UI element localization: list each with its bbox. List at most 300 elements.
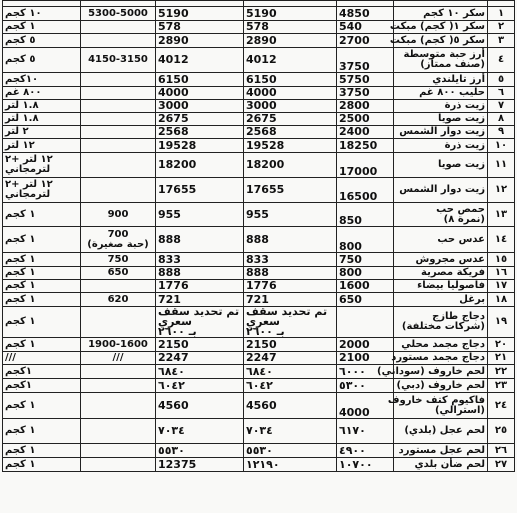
item-name-cell-line2: (نمرة ٨) <box>443 213 485 225</box>
unit-cell <box>3 352 81 365</box>
range-cell-text: 750 <box>107 253 129 265</box>
price-cell-1-text: 5750 <box>339 72 370 86</box>
price-cell-3 <box>156 48 244 73</box>
price-cell-2 <box>244 126 337 139</box>
unit-cell-line2: لترمجاني <box>5 164 51 175</box>
price-cell-2 <box>244 139 337 153</box>
unit-cell <box>3 21 81 34</box>
range-cell <box>81 153 156 178</box>
item-name-cell-text: دجاج طازج <box>432 311 485 322</box>
price-cell-1 <box>337 393 394 419</box>
range-cell <box>81 203 156 227</box>
range-cell <box>81 34 156 48</box>
price-cell-1-text: 2000 <box>339 337 370 351</box>
price-cell-1-text: ١٠٧٠٠ <box>339 457 373 471</box>
item-name-cell <box>394 267 488 280</box>
price-cell-2-text: 888 <box>246 266 269 279</box>
unit-cell-text: ٨٠٠ غم <box>5 87 42 98</box>
price-cell-2-text: 17655 <box>246 183 285 196</box>
price-cell-2-text: 2890 <box>246 33 277 47</box>
table-row <box>3 352 515 365</box>
table-row <box>3 203 515 227</box>
table-row <box>3 253 515 267</box>
price-cell-2 <box>244 280 337 293</box>
price-cell-3-text: 721 <box>158 292 181 306</box>
price-cell-2-text: تم تحديد سقف سعري <box>246 305 328 328</box>
price-cell-2-text: 833 <box>246 252 269 266</box>
item-name-cell-text: فاصوليا بيضاء <box>417 280 485 291</box>
unit-cell <box>3 153 81 178</box>
price-cell-1-text: 540 <box>339 20 362 33</box>
unit-cell-text: ١ كجم <box>5 233 36 245</box>
price-cell-3-text: ٦٠٤٢ <box>158 378 185 392</box>
price-cell-1 <box>337 379 394 393</box>
price-cell-1 <box>337 280 394 293</box>
price-cell-2 <box>244 458 337 472</box>
table-row <box>3 393 515 419</box>
price-cell-2 <box>244 227 337 253</box>
price-cell-1 <box>337 293 394 307</box>
table-row <box>3 73 515 87</box>
row-number-cell <box>488 203 515 227</box>
price-cell-1 <box>337 307 394 338</box>
row-number-cell <box>488 253 515 267</box>
unit-cell <box>3 34 81 48</box>
table-row <box>3 139 515 153</box>
price-cell-1-text: 2500 <box>339 112 370 125</box>
item-name-cell <box>394 227 488 253</box>
table-row <box>3 48 515 73</box>
range-cell-text: /// <box>112 352 124 363</box>
unit-cell-line2: لترمجاني <box>5 189 51 200</box>
range-cell <box>81 7 156 21</box>
item-name-cell <box>394 419 488 444</box>
price-cell-2 <box>244 73 337 87</box>
range-cell-line2: (حبة صغيرة) <box>87 238 149 250</box>
range-cell <box>81 379 156 393</box>
item-name-cell-text: دجاج مجمد مستورد <box>391 352 485 363</box>
item-name-cell <box>394 178 488 203</box>
unit-cell-text: ١ كجم <box>5 338 36 350</box>
row-number-cell <box>488 34 515 48</box>
price-cell-3 <box>156 253 244 267</box>
row-number-cell-text: ١١ <box>494 159 508 170</box>
item-name-cell-text: زيت ذرة <box>444 100 485 111</box>
unit-cell <box>3 126 81 139</box>
price-cell-1-text: 4000 <box>339 406 370 419</box>
row-number-cell <box>488 267 515 280</box>
price-cell-2-text: ٦٨٤٠ <box>246 364 273 378</box>
price-cell-2 <box>244 7 337 21</box>
price-cell-3 <box>156 34 244 48</box>
row-number-cell <box>488 100 515 113</box>
table-row <box>3 7 515 21</box>
unit-cell <box>3 48 81 73</box>
price-cell-3-text: 888 <box>158 232 181 246</box>
price-cell-3-text: تم تحديد سقف سعري <box>158 305 240 328</box>
range-cell-text: 1900-1600 <box>88 338 148 350</box>
unit-cell <box>3 267 81 280</box>
item-name-cell-text: زيت صويا <box>437 159 485 170</box>
price-cell-2-text: 6150 <box>246 72 277 86</box>
price-cell-2 <box>244 307 337 338</box>
range-cell <box>81 393 156 419</box>
price-cell-2-text: 2247 <box>246 351 277 364</box>
range-cell <box>81 444 156 458</box>
unit-cell-text: ١٢ لتر +٢ <box>5 179 53 190</box>
range-cell <box>81 352 156 365</box>
item-name-cell <box>394 126 488 139</box>
table-row <box>3 21 515 34</box>
item-name-cell-text: عدس مجروش <box>415 253 485 265</box>
item-name-cell <box>394 139 488 153</box>
price-cell-2 <box>244 267 337 280</box>
price-cell-3-text: 6150 <box>158 72 189 86</box>
price-cell-2-text: 4560 <box>246 398 277 412</box>
row-number-cell <box>488 227 515 253</box>
price-cell-3-text: 5190 <box>158 6 189 20</box>
unit-cell-text: ١ كجم <box>5 208 36 220</box>
row-number-cell <box>488 87 515 100</box>
price-cell-2 <box>244 153 337 178</box>
price-cell-2-text: 3000 <box>246 99 277 112</box>
price-cell-1-text: 2800 <box>339 99 370 112</box>
item-name-cell-text: زيت ذرة <box>444 139 485 151</box>
row-number-cell-text: ٥ <box>497 73 505 85</box>
item-name-cell-text: لحم خاروف (سوداني) <box>377 365 485 377</box>
price-cell-2 <box>244 34 337 48</box>
unit-cell-text: ١ كجم <box>5 444 36 456</box>
item-name-cell-text: لحم عجل مستورد <box>398 444 485 456</box>
row-number-cell <box>488 379 515 393</box>
price-cell-3 <box>156 227 244 253</box>
row-number-cell <box>488 113 515 126</box>
price-cell-3-text: 2150 <box>158 337 189 351</box>
item-name-cell-text: حليب ٨٠٠ غم <box>419 87 485 98</box>
price-cell-2 <box>244 444 337 458</box>
price-cell-1 <box>337 178 394 203</box>
unit-cell-text: ١ كجم <box>5 425 36 436</box>
unit-cell-text: ١ كجم <box>5 267 36 278</box>
row-number-cell-text: ١٥ <box>494 253 508 265</box>
price-cell-3 <box>156 203 244 227</box>
row-number-cell <box>488 352 515 365</box>
price-cell-1 <box>337 73 394 87</box>
table-row <box>3 365 515 379</box>
price-cell-3 <box>156 393 244 419</box>
row-number-cell-text: ١٩ <box>494 316 508 327</box>
price-cell-1-text: 3750 <box>339 86 370 99</box>
price-cell-2 <box>244 178 337 203</box>
row-number-cell-text: ٢٠ <box>494 338 508 350</box>
price-cell-3-text: 833 <box>158 252 181 266</box>
unit-cell-text: ١ كجم <box>5 253 36 265</box>
item-name-cell-text: أرز حبة متوسطة <box>403 49 485 60</box>
price-cell-3 <box>156 379 244 393</box>
price-cell-2 <box>244 365 337 379</box>
item-name-cell <box>387 393 488 419</box>
row-number-cell-text: ١٠ <box>494 139 508 151</box>
price-cell-2 <box>244 393 337 419</box>
item-name-cell <box>389 34 488 48</box>
price-cell-3-text: 578 <box>158 20 181 33</box>
price-cell-3-text: ٦٨٤٠ <box>158 364 185 378</box>
price-cell-1-text: 650 <box>339 292 362 306</box>
table-row <box>3 153 515 178</box>
row-number-cell <box>488 139 515 153</box>
price-cell-1 <box>337 7 394 21</box>
price-cell-2-text: 4000 <box>246 86 277 99</box>
price-cell-3-text: 19528 <box>158 138 197 152</box>
price-cell-3 <box>156 352 244 365</box>
price-cell-2 <box>244 379 337 393</box>
price-cell-1 <box>337 267 394 280</box>
unit-cell <box>3 87 81 100</box>
item-name-cell-text: لحم خاروف (دبي) <box>396 379 485 391</box>
range-cell <box>81 178 156 203</box>
price-cell-1 <box>337 126 394 139</box>
range-cell <box>81 126 156 139</box>
item-name-cell <box>394 100 488 113</box>
price-cell-2-text: 19528 <box>246 138 285 152</box>
unit-cell-text: ١كجم <box>5 365 32 377</box>
price-cell-1-text: 4850 <box>339 6 370 20</box>
row-number-cell-text: ٦ <box>497 87 505 98</box>
unit-cell <box>3 100 81 113</box>
table-row <box>3 267 515 280</box>
price-cell-1 <box>337 444 394 458</box>
price-cell-3-text: 2675 <box>158 112 189 125</box>
range-cell-text: 5300-5000 <box>88 7 148 19</box>
unit-cell <box>3 365 81 379</box>
item-name-cell-text: أرز تايلندي <box>432 73 485 85</box>
price-cell-3-text: 3000 <box>158 99 189 112</box>
unit-cell <box>3 113 81 126</box>
row-number-cell-text: ٤ <box>497 54 505 65</box>
row-number-cell <box>488 293 515 307</box>
item-name-cell <box>394 307 488 338</box>
price-cell-1 <box>337 139 394 153</box>
row-number-cell <box>488 307 515 338</box>
price-cell-2-text: 2568 <box>246 125 277 138</box>
unit-cell <box>3 203 81 227</box>
price-cell-3-text: 17655 <box>158 183 197 196</box>
price-cell-1-text: 750 <box>339 252 362 266</box>
price-cell-3 <box>156 178 244 203</box>
unit-cell <box>3 293 81 307</box>
price-cell-2-text: 1776 <box>246 279 277 292</box>
price-cell-1 <box>337 253 394 267</box>
table-row <box>3 87 515 100</box>
row-number-cell-text: ٣ <box>497 34 505 46</box>
price-cell-2-text: 721 <box>246 292 269 306</box>
item-name-cell-line2: (استرالي) <box>434 404 485 416</box>
price-cell-2 <box>244 419 337 444</box>
unit-cell-text: ٥ كجم <box>5 34 36 46</box>
unit-cell <box>3 393 81 419</box>
row-number-cell <box>488 280 515 293</box>
price-cell-1-text: 2700 <box>339 33 370 47</box>
price-cell-1-text: 800 <box>339 240 362 253</box>
row-number-cell <box>488 153 515 178</box>
unit-cell <box>3 338 81 352</box>
range-cell <box>81 87 156 100</box>
item-name-cell <box>394 113 488 126</box>
price-cell-1-text: ٥٣٠٠ <box>339 378 366 392</box>
row-number-cell-text: ٢٢ <box>494 365 508 377</box>
price-cell-1 <box>337 153 394 178</box>
price-cell-2-text: ٥٥٣٠ <box>246 443 273 457</box>
unit-cell-text: ١٢ لتر <box>5 139 35 151</box>
row-number-cell-text: ٢٤ <box>494 399 508 411</box>
row-number-cell <box>488 444 515 458</box>
range-cell <box>81 253 156 267</box>
price-cell-3-text: ٥٥٣٠ <box>158 443 185 457</box>
table-row <box>3 338 515 352</box>
item-name-cell-line2: (صنف ممتاز) <box>420 59 485 70</box>
price-cell-3 <box>156 153 244 178</box>
item-name-cell <box>394 153 488 178</box>
item-name-cell <box>377 365 488 379</box>
price-cell-1 <box>337 203 394 227</box>
price-cell-2 <box>244 253 337 267</box>
price-cell-3 <box>156 444 244 458</box>
row-number-cell <box>488 73 515 87</box>
table-row <box>3 444 515 458</box>
row-number-cell-text: ٢١ <box>494 352 508 363</box>
price-cell-1 <box>337 352 394 365</box>
unit-cell-text: ١٢ لتر +٢ <box>5 154 53 165</box>
price-cell-1-text: ٦١٧٠ <box>339 424 366 437</box>
unit-cell <box>3 227 81 253</box>
range-cell <box>81 338 156 352</box>
price-cell-3-text: 1776 <box>158 279 189 292</box>
table-row <box>3 379 515 393</box>
item-name-cell-text: حمص حب <box>436 203 485 215</box>
range-cell <box>81 307 156 338</box>
item-name-cell <box>394 48 488 73</box>
row-number-cell-text: ١ <box>497 7 505 19</box>
item-name-cell-text: زيت صويا <box>437 113 485 124</box>
price-cell-1-text: 16500 <box>339 190 378 203</box>
range-cell-text: 4150-3150 <box>88 54 148 65</box>
price-cell-1-text: 1600 <box>339 279 370 292</box>
price-cell-2-text: 5190 <box>246 6 277 20</box>
item-name-cell-text: زيت دوار الشمس <box>399 126 485 137</box>
range-cell <box>81 227 156 253</box>
table-row <box>3 280 515 293</box>
price-cell-3 <box>156 365 244 379</box>
table-row <box>3 419 515 444</box>
price-cell-2-text: 888 <box>246 232 269 246</box>
price-cell-2 <box>244 48 337 73</box>
range-cell <box>81 458 156 472</box>
item-name-cell <box>394 7 488 21</box>
price-cell-1-text: 2100 <box>339 351 370 364</box>
price-cell-1-text: 17000 <box>339 165 378 178</box>
price-cell-2-text: 2675 <box>246 112 277 125</box>
item-name-cell-text: عدس حب <box>437 233 485 245</box>
range-cell <box>81 100 156 113</box>
range-cell <box>81 267 156 280</box>
item-name-cell <box>394 73 488 87</box>
unit-cell <box>3 307 81 338</box>
unit-cell <box>3 458 81 472</box>
price-cell-3-text: 12375 <box>158 457 197 471</box>
item-name-cell <box>394 280 488 293</box>
price-cell-3 <box>156 307 244 338</box>
price-cell-3-text: 4012 <box>158 53 189 66</box>
unit-cell <box>3 73 81 87</box>
table-row <box>3 227 515 253</box>
item-name-cell <box>394 253 488 267</box>
price-cell-1-text: 2400 <box>339 125 370 138</box>
range-cell <box>81 48 156 73</box>
range-cell <box>81 280 156 293</box>
item-name-cell-text: لحم ضأن بلدي <box>414 458 485 470</box>
price-cell-1-text: ٤٩٠٠ <box>339 443 366 457</box>
range-cell <box>81 365 156 379</box>
row-number-cell <box>488 338 515 352</box>
row-number-cell <box>488 419 515 444</box>
row-number-cell <box>488 7 515 21</box>
unit-cell-text: ١كجم <box>5 379 32 391</box>
range-cell-text: 620 <box>107 293 129 305</box>
price-cell-3 <box>156 419 244 444</box>
price-cell-3-text: 4000 <box>158 86 189 99</box>
row-number-cell-text: ٢٧ <box>494 458 508 470</box>
row-number-cell-text: ٢٣ <box>494 379 508 391</box>
item-name-cell <box>394 87 488 100</box>
unit-cell <box>3 444 81 458</box>
item-name-cell-text: دجاج مجمد محلي <box>401 338 485 350</box>
price-cell-1 <box>337 419 394 444</box>
item-name-cell <box>394 458 488 472</box>
range-cell <box>81 293 156 307</box>
price-table <box>2 0 515 472</box>
unit-cell <box>3 419 81 444</box>
row-number-cell-text: ٢٦ <box>494 444 508 456</box>
price-cell-3 <box>156 126 244 139</box>
price-cell-1 <box>337 227 394 253</box>
unit-cell-text: ١.٨ لتر <box>5 100 39 111</box>
row-number-cell-text: ١٧ <box>494 280 508 291</box>
unit-cell-text: ١ كجم <box>5 458 36 470</box>
unit-cell-text: ١ كجم <box>5 21 36 32</box>
price-cell-1-text: 850 <box>339 214 362 227</box>
range-cell-text: 650 <box>107 267 129 278</box>
table-row <box>3 34 515 48</box>
table-row <box>3 126 515 139</box>
table-row <box>3 113 515 126</box>
unit-cell-text: ١ كجم <box>5 399 36 411</box>
table-row <box>3 100 515 113</box>
item-name-cell <box>394 444 488 458</box>
unit-cell-text: ١ كجم <box>5 293 36 305</box>
price-cell-3 <box>156 458 244 472</box>
price-cell-2-text: 578 <box>246 20 269 33</box>
item-name-cell <box>394 338 488 352</box>
price-cell-3-text: 888 <box>158 266 181 279</box>
range-cell <box>81 113 156 126</box>
row-number-cell-text: ٨ <box>497 113 505 124</box>
price-cell-1-text: 3750 <box>339 60 370 73</box>
unit-cell-text: ١ كجم <box>5 316 36 327</box>
unit-cell <box>3 253 81 267</box>
price-cell-2 <box>244 100 337 113</box>
unit-cell-text: /// <box>5 352 16 363</box>
price-cell-2-line2: بـ ٢٦٠٠ <box>246 325 285 338</box>
